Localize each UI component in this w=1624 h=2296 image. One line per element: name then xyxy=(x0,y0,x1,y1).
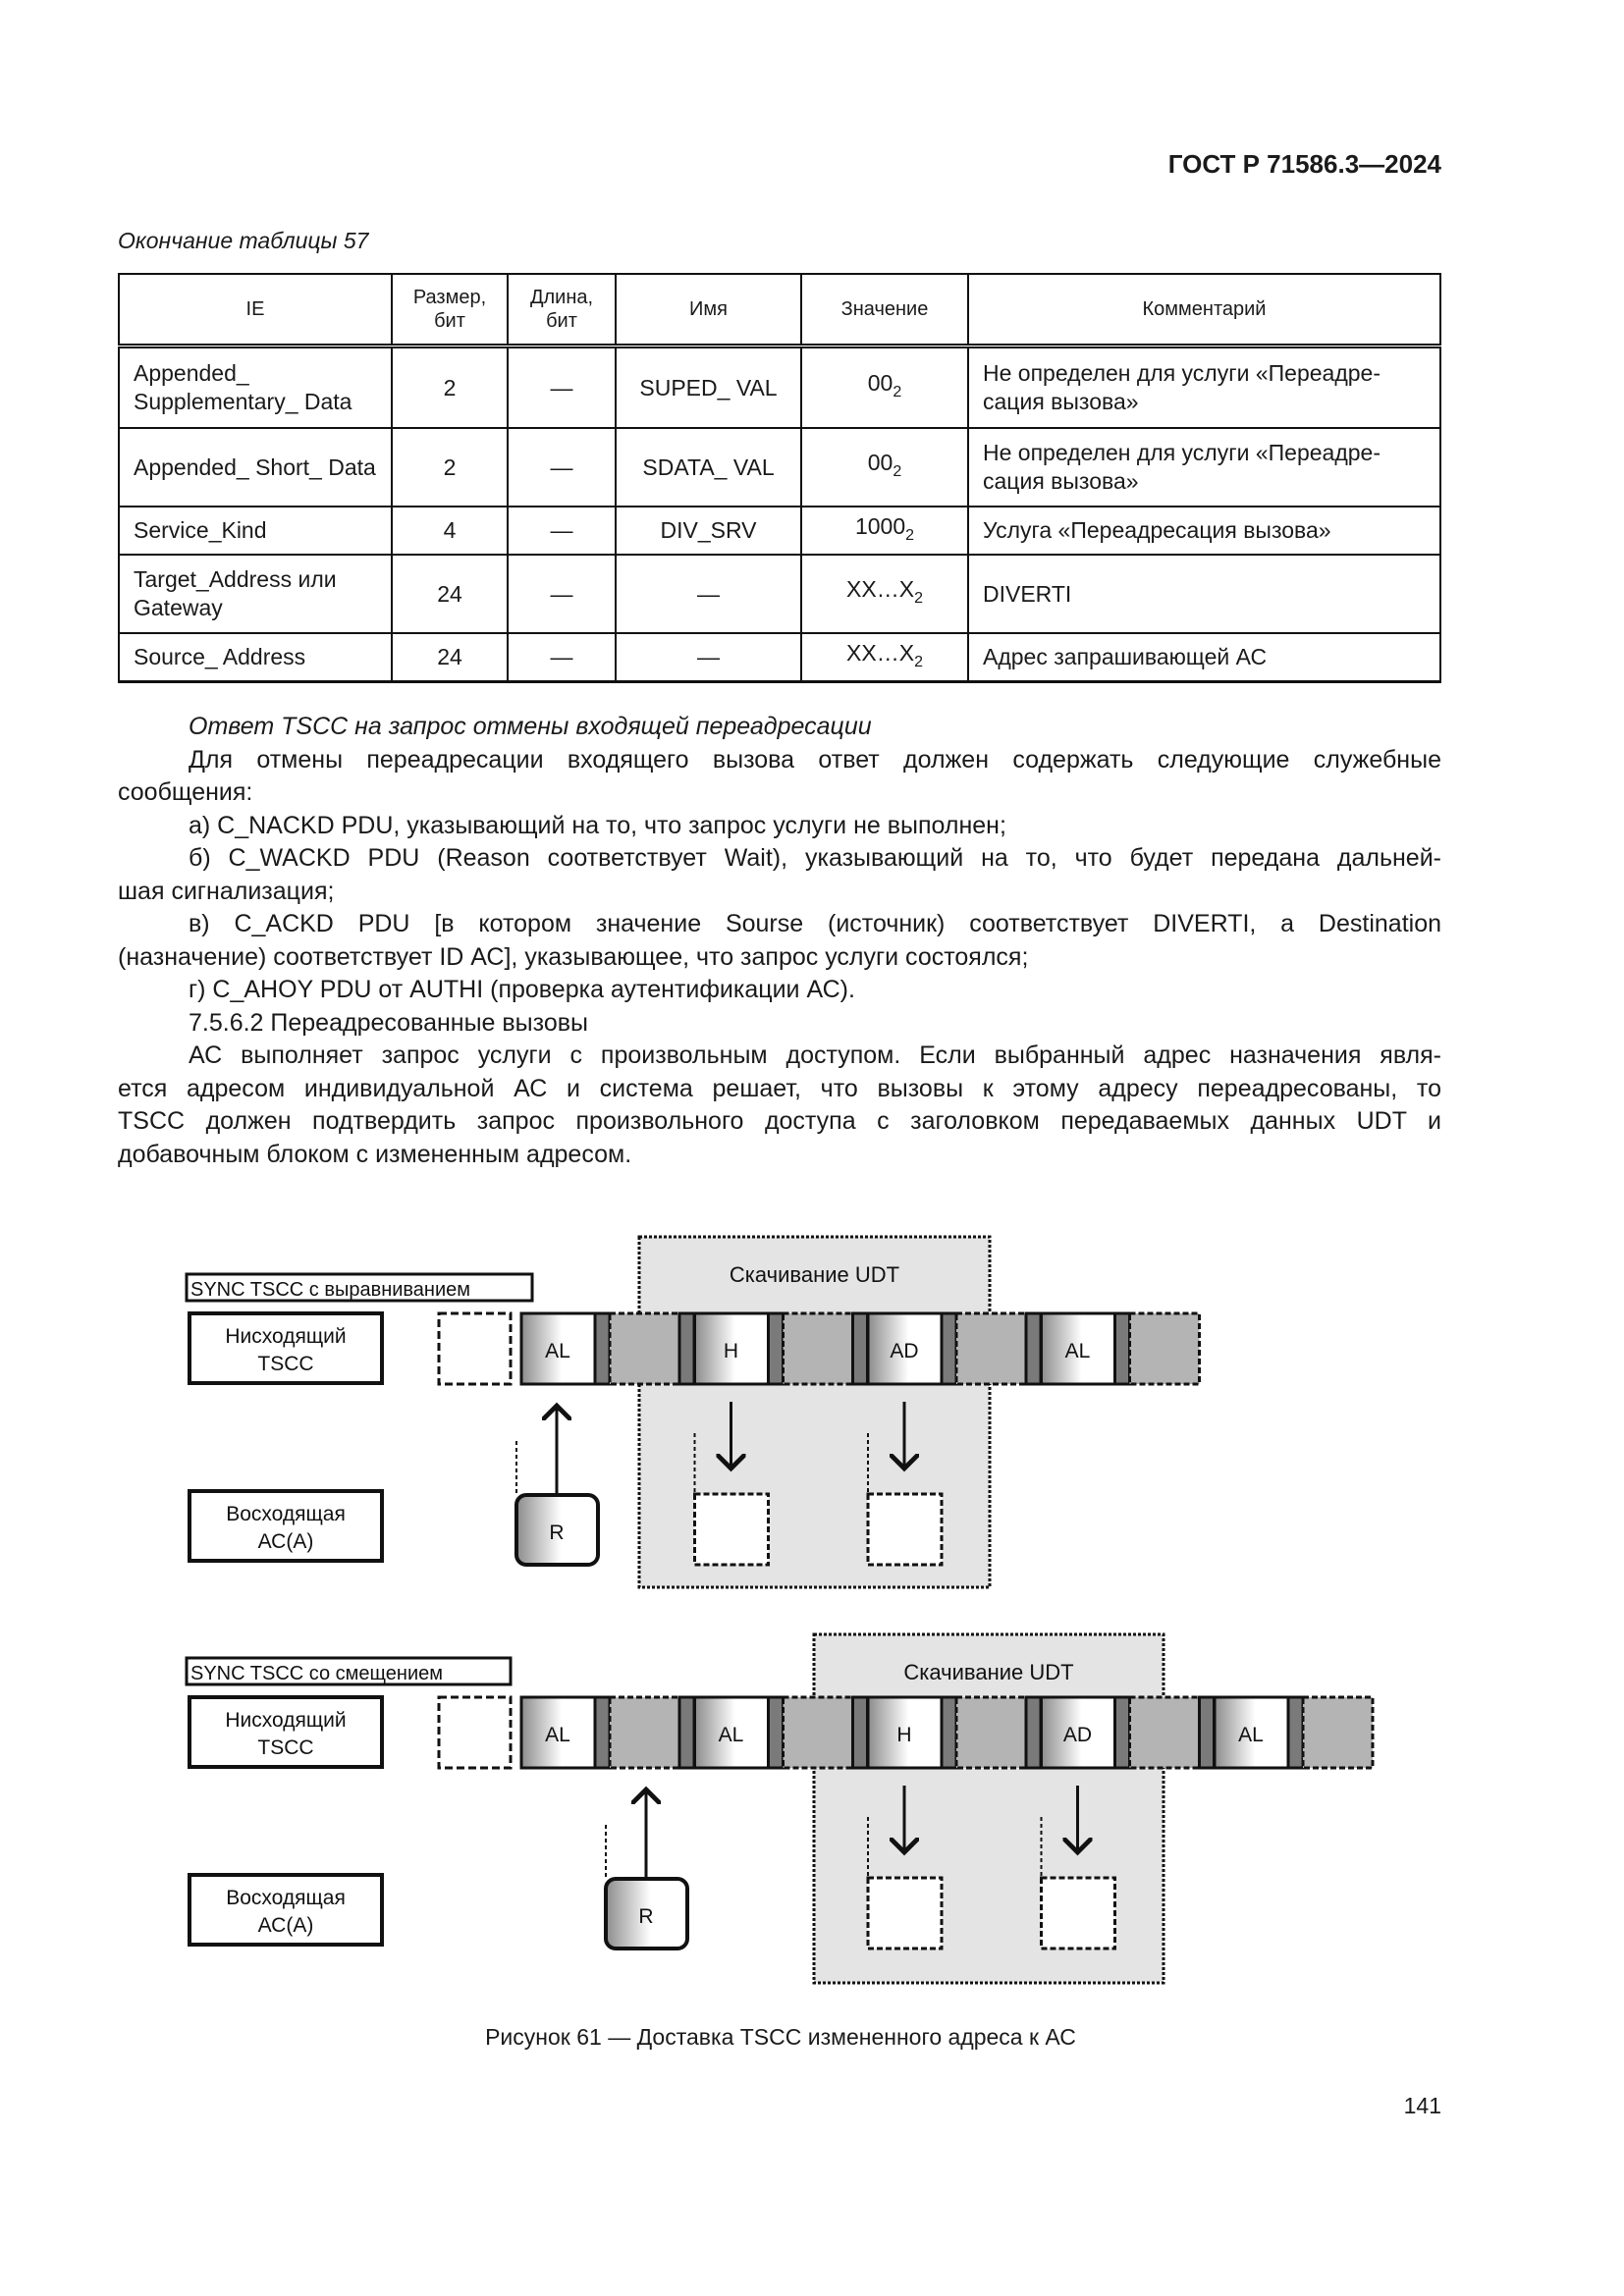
downlink-tscc-box-line1: Нисходящий xyxy=(225,1709,347,1732)
cach-bar xyxy=(1115,1697,1130,1768)
page-number: 141 xyxy=(1403,2093,1441,2118)
cell-text: — xyxy=(550,644,573,669)
cach-bar xyxy=(1026,1697,1041,1768)
uplink-ms-box-line2: АС(А) xyxy=(257,1914,314,1937)
subscript: 2 xyxy=(914,590,923,607)
cell-text: 2 xyxy=(443,454,457,480)
uplink-ms-box-line2: АС(А) xyxy=(257,1530,314,1553)
downlink-tscc-box-line1: Нисходящий xyxy=(225,1325,347,1348)
figure-caption: Рисунок 61 — Доставка TSCC измененного адреса к АС xyxy=(485,2024,1076,2050)
timing-diagram-2 xyxy=(187,1634,1373,1983)
cell-text: — xyxy=(697,644,720,669)
grey-slot xyxy=(1130,1697,1200,1768)
subsection-heading-italic: Ответ TSCC на запрос отмены входящей переадресации xyxy=(189,713,872,740)
downlink-tscc-box-line2: TSCC xyxy=(257,1736,314,1759)
received-slot xyxy=(868,1878,942,1949)
text-line: ется адресом индивидуальной АС и система решает, что вызовы к этому адресу переадресованы, то xyxy=(118,1074,1441,1102)
cell-text: Appended_ Short_ Data xyxy=(134,454,376,480)
text-line: АС выполняет запрос услуги с произвольным доступом. Если выбранный адрес назначения явля- xyxy=(189,1041,1441,1069)
section-heading: 7.5.6.2 Переадресованные вызовы xyxy=(189,1008,588,1037)
cell-text: 4 xyxy=(443,517,457,543)
grey-slot xyxy=(784,1313,853,1384)
column-header: Значение xyxy=(801,274,968,347)
uplink-ms-box-line1: Восходящая xyxy=(226,1503,346,1525)
cach-bar xyxy=(942,1697,956,1768)
cach-bar xyxy=(853,1697,868,1768)
cach-bar xyxy=(595,1313,610,1384)
cach-bar xyxy=(1200,1697,1215,1768)
burst-label: H xyxy=(896,1724,912,1746)
cell-text: 2 xyxy=(443,374,457,400)
grey-slot xyxy=(956,1697,1026,1768)
table-caption: Окончание таблицы 57 xyxy=(118,228,369,253)
subscript: 2 xyxy=(893,384,902,400)
cach-bar xyxy=(769,1313,784,1384)
sync-label: SYNC TSCC с выравниванием xyxy=(190,1279,471,1301)
burst-label: AD xyxy=(1062,1724,1093,1746)
cell-text: Услуга «Переадресация вызова» xyxy=(983,517,1331,543)
sync-label: SYNC TSCC со смещением xyxy=(190,1663,443,1684)
udt-download-label: Скачивание UDT xyxy=(729,1262,900,1287)
column-header: Длина, бит xyxy=(508,274,616,347)
column-header: Имя xyxy=(616,274,801,347)
empty-slot xyxy=(439,1313,511,1384)
cell-text: SDATA_ VAL xyxy=(642,454,775,480)
request-label: R xyxy=(638,1905,654,1928)
grey-slot xyxy=(1130,1313,1200,1384)
column-header: Комментарий xyxy=(968,274,1440,347)
cell-text: 24 xyxy=(437,644,462,669)
text-line: б) C_WACKD PDU (Reason соответствует Wait), указывающий на то, что будет передана дальней- xyxy=(189,844,1441,872)
cell-text: — xyxy=(550,580,573,607)
cach-bar xyxy=(1115,1313,1130,1384)
text-line: шая сигнализация; xyxy=(118,877,335,905)
document-header: ГОСТ Р 71586.3—2024 xyxy=(1167,149,1441,179)
subscript: 2 xyxy=(893,463,902,480)
subscript: 2 xyxy=(914,653,923,670)
column-header: IE xyxy=(119,274,392,347)
udt-download-label: Скачивание UDT xyxy=(903,1660,1074,1684)
cach-bar xyxy=(679,1697,694,1768)
text-line: г) C_AHOY PDU от AUTHI (проверка аутентификации АС). xyxy=(189,976,855,1003)
downlink-tscc-box-line2: TSCC xyxy=(257,1353,314,1375)
cell-text: 00 xyxy=(867,370,893,396)
burst-label: AL xyxy=(545,1340,570,1362)
burst-label: AL xyxy=(545,1724,570,1746)
burst-label: AL xyxy=(1238,1724,1264,1746)
cell-text: Appended_ Supplementary_ Data xyxy=(134,360,352,414)
cell-text: 24 xyxy=(437,580,462,607)
grey-slot xyxy=(956,1313,1026,1384)
cach-bar xyxy=(595,1697,610,1768)
burst-label: H xyxy=(723,1340,739,1362)
text-line: а) C_NACKD PDU, указывающий на то, что запрос услуги не выполнен; xyxy=(189,811,1006,839)
cell-text: Не определен для услуги «Переадре-сация вызова» xyxy=(983,360,1380,414)
column-header: Размер, бит xyxy=(392,274,508,347)
uplink-ms-box-line1: Восходящая xyxy=(226,1887,346,1909)
text-line: сообщения: xyxy=(118,778,253,806)
grey-slot xyxy=(610,1697,679,1768)
cell-text: Source_ Address xyxy=(134,644,306,669)
received-slot xyxy=(868,1494,942,1565)
text-line: добавочным блоком с измененным адресом. xyxy=(118,1140,632,1168)
cell-text: XX…X xyxy=(846,639,915,666)
grey-slot xyxy=(610,1313,679,1384)
cach-bar xyxy=(769,1697,784,1768)
burst-label: AL xyxy=(718,1724,744,1746)
cell-text: Target_Address или Gateway xyxy=(134,566,337,620)
received-slot xyxy=(1042,1878,1115,1949)
cell-text: SUPED_ VAL xyxy=(639,374,778,400)
cell-text: — xyxy=(550,517,573,543)
cach-bar xyxy=(1026,1313,1041,1384)
cell-text: — xyxy=(550,454,573,480)
text-line: (назначение) соответствует ID АС], указывающее, что запрос услуги состоялся; xyxy=(118,942,1029,971)
received-slot xyxy=(695,1494,769,1565)
cell-text: 1000 xyxy=(854,512,906,539)
cell-text: DIVERTI xyxy=(983,580,1072,607)
subscript: 2 xyxy=(905,526,915,544)
cell-text: Не определен для услуги «Переадре-сация вызова» xyxy=(983,440,1380,494)
cell-text: XX…X xyxy=(846,576,915,602)
cell-text: — xyxy=(550,374,573,400)
grey-slot xyxy=(1303,1697,1373,1768)
grey-slot xyxy=(784,1697,853,1768)
cach-bar xyxy=(679,1313,694,1384)
cell-text: 00 xyxy=(867,450,893,475)
cach-bar xyxy=(853,1313,868,1384)
cach-bar xyxy=(942,1313,956,1384)
cell-text: Service_Kind xyxy=(134,517,267,543)
cell-text: — xyxy=(697,580,720,607)
text-line: в) C_ACKD PDU [в котором значение Sourse (источник) соответствует DIVERTI, а Destination xyxy=(189,910,1441,937)
text-line: Для отмены переадресации входящего вызова ответ должен содержать следующие служебные xyxy=(189,745,1441,774)
cell-text: DIV_SRV xyxy=(660,517,757,543)
empty-slot xyxy=(439,1697,511,1768)
text-line: TSCC должен подтвердить запрос произвольного доступа с заголовком передаваемых данных UDT и xyxy=(118,1107,1441,1135)
burst-label: AD xyxy=(890,1340,919,1362)
cach-bar xyxy=(1288,1697,1303,1768)
burst-label: AL xyxy=(1064,1340,1091,1362)
timing-diagram-1 xyxy=(187,1237,1200,1587)
request-label: R xyxy=(549,1522,565,1544)
cell-text: Адрес запрашивающей АС xyxy=(983,644,1268,669)
